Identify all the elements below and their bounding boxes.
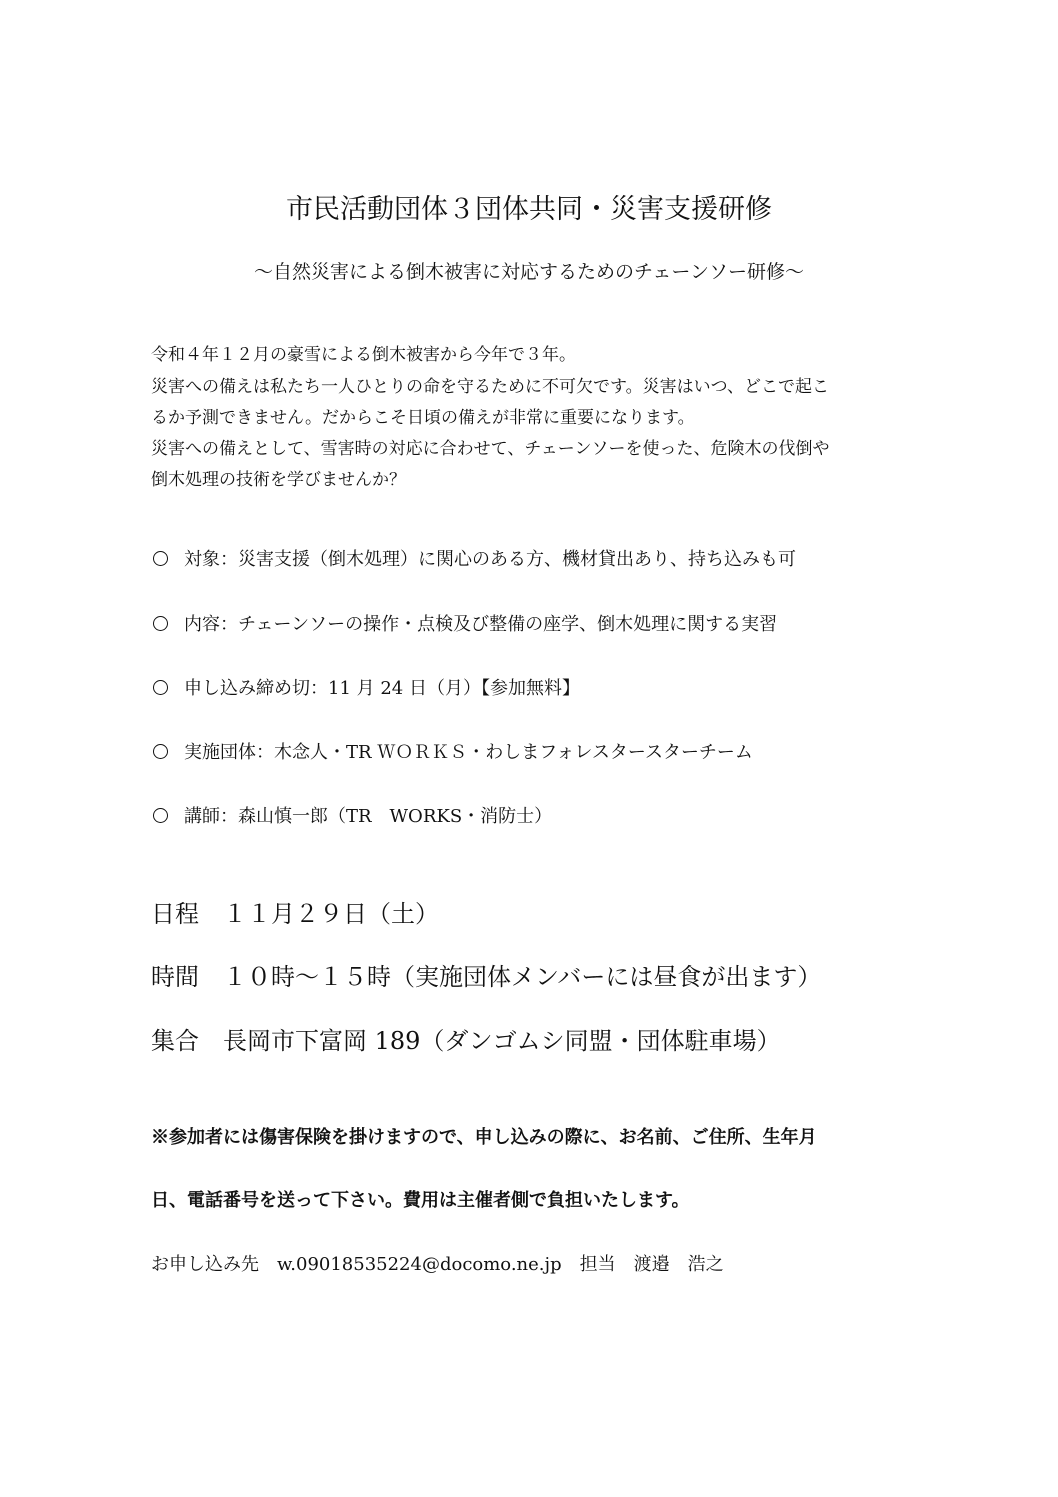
bullet-deadline [151, 676, 580, 702]
circle-bullet-icon [153, 744, 168, 759]
circle-bullet-icon [153, 551, 168, 566]
schedule-date: 日程 １１月２９日（土） [151, 900, 439, 928]
page-title: 市民活動団体３団体共同・災害支援研修 [286, 194, 772, 225]
bullet-text: 講師：森山慎一郎（TR WORKS・消防士） [184, 806, 553, 827]
schedule-place: 集合 長岡市下富岡 189（ダンゴムシ同盟・団体駐車場） [151, 1027, 781, 1055]
contact-info: お申し込み先 w.09018535224@docomo.ne.jp 担当 渡邉 浩之 [151, 1254, 724, 1275]
schedule-time: 時間 １０時～１５時（実施団体メンバーには昼食が出ます） [151, 963, 822, 991]
bullet-text: 申し込み締め切：11 月 24 日（月）【参加無料】 [184, 678, 580, 699]
insurance-note-line: 日、電話番号を送って下さい。費用は主催者側で負担いたします。 [151, 1190, 690, 1211]
intro-line: 災害への備えとして、雪害時の対応に合わせて、チェーンソーを使った、危険木の伐倒や [151, 439, 830, 459]
bullet-content [151, 612, 777, 638]
bullet-text: 対象：災害支援（倒木処理）に関心のある方、機材貸出あり、持ち込みも可 [184, 549, 796, 570]
bullet-text: 実施団体：木念人・TR ＷＯＲＫＳ・わしまフォレスタースターチーム [184, 742, 753, 763]
insurance-note-line: ※参加者には傷害保険を掛けますので、申し込みの際に、お名前、ご住所、生年月 [151, 1127, 817, 1148]
bullet-target [151, 547, 796, 573]
bullet-text: 内容：チェーンソーの操作・点検及び整備の座学、倒木処理に関する実習 [184, 614, 778, 635]
bullet-instructor [151, 804, 552, 830]
intro-line: 災害への備えは私たち一人ひとりの命を守るために不可欠です。災害はいつ、どこで起こ [151, 377, 829, 397]
bullet-organizers [151, 740, 753, 766]
circle-bullet-icon [153, 808, 168, 823]
page-subtitle: ～自然災害による倒木被害に対応するためのチェーンソー研修～ [253, 261, 805, 283]
circle-bullet-icon [153, 680, 168, 695]
intro-line: 倒木処理の技術を学びませんか？ [151, 470, 406, 490]
intro-line: るか予測できません。だからこそ日頃の備えが非常に重要になります。 [151, 408, 695, 428]
intro-line: 令和４年１２月の豪雪による倒木被害から今年で３年。 [151, 345, 576, 365]
circle-bullet-icon [153, 616, 168, 631]
